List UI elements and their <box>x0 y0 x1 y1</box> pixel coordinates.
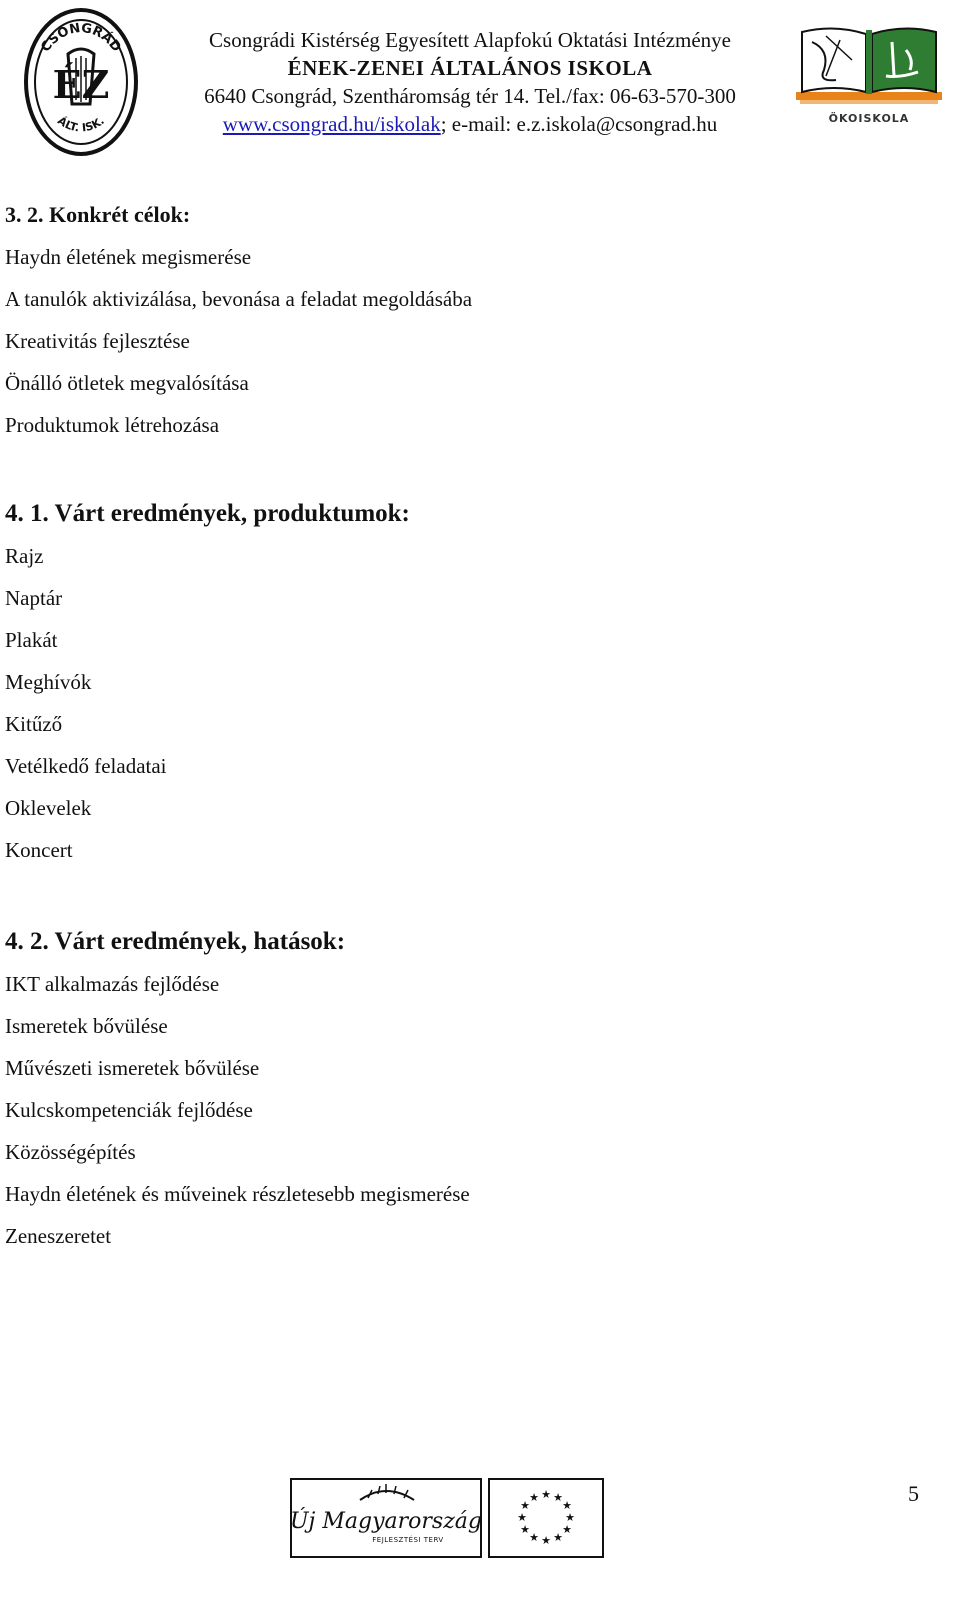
contact-line <box>150 110 790 138</box>
svg-text:★: ★ <box>520 1523 530 1536</box>
list-item: Kulcskompetenciák fejlődése <box>5 1098 253 1122</box>
umft-logo-subtext: FEJLESZTÉSI TERV <box>372 1536 444 1544</box>
section-expected-products <box>5 500 905 864</box>
institution-name: Csongrádi Kistérség Egyesített Alapfokú Oktatási Intézménye <box>209 28 731 52</box>
list-item: Kitűző <box>5 712 63 736</box>
svg-text:★: ★ <box>553 1531 563 1544</box>
section-expected-effects <box>5 928 905 1250</box>
eu-flag-icon <box>488 1478 604 1558</box>
list-item: Rajz <box>5 544 44 568</box>
eco-logo-caption: ÖKOISKOLA <box>828 112 910 125</box>
list-item: Plakát <box>5 628 58 652</box>
emblem-top-text: CSONGRÁD <box>38 21 124 56</box>
school-address: 6640 Csongrád, Szentháromság tér 14. Tel./fax: 06-63-570-300 <box>204 84 736 108</box>
list-item: Zeneszeretet <box>5 1224 112 1248</box>
svg-text:★: ★ <box>553 1491 563 1504</box>
list-item: Koncert <box>5 838 73 862</box>
svg-text:★: ★ <box>517 1511 527 1524</box>
svg-text:★: ★ <box>565 1511 575 1524</box>
svg-text:★: ★ <box>529 1531 539 1544</box>
svg-text:★: ★ <box>529 1491 539 1504</box>
list-item: Közösségépítés <box>5 1140 136 1164</box>
list-item: Meghívók <box>5 670 92 694</box>
school-emblem-icon <box>22 6 140 158</box>
list-item: A tanulók aktivizálása, bevonása a feladat megoldásába <box>5 287 473 311</box>
list-item: Vetélkedő feladatai <box>5 754 167 778</box>
list-item: Ismeretek bővülése <box>5 1014 168 1038</box>
section-title: 4. 2. Várt eredmények, hatások: <box>5 928 346 955</box>
list-item: Kreativitás fejlesztése <box>5 329 190 353</box>
svg-text:★: ★ <box>562 1523 572 1536</box>
list-item: Produktumok létrehozása <box>5 413 220 437</box>
email-address: e.z.iskola@csongrad.hu <box>516 112 718 136</box>
svg-text:★: ★ <box>562 1499 572 1512</box>
list-item: Haydn életének megismerése <box>5 245 252 269</box>
svg-text:★: ★ <box>541 1488 551 1501</box>
email-label: ; e-mail: <box>440 112 517 136</box>
section-concrete-goals <box>5 201 905 439</box>
letterhead-text <box>150 26 790 138</box>
section-title: 3. 2. Konkrét célok: <box>5 202 191 227</box>
list-item: Művészeti ismeretek bővülése <box>5 1056 260 1080</box>
emblem-bottom-text: ÁLT. ISK. <box>55 114 107 135</box>
website-link[interactable]: www.csongrad.hu/iskolak <box>222 112 441 136</box>
list-item: IKT alkalmazás fejlődése <box>5 972 220 996</box>
umft-logo-text: Új Magyarország <box>290 1509 482 1534</box>
school-name: ÉNEK-ZENEI ÁLTALÁNOS ISKOLA <box>287 56 653 80</box>
page-number: 5 <box>908 1481 919 1506</box>
uj-magyarorszag-logo-icon <box>290 1478 482 1558</box>
list-item: Önálló ötletek megvalósítása <box>5 371 249 395</box>
letterhead <box>0 0 960 170</box>
list-item: Oklevelek <box>5 796 92 820</box>
open-book-logo-icon <box>796 20 942 130</box>
list-item: Naptár <box>5 586 63 610</box>
section-title: 4. 1. Várt eredmények, produktumok: <box>5 500 410 527</box>
emblem-monogram: ÉZ <box>52 62 110 107</box>
svg-text:★: ★ <box>541 1534 551 1547</box>
svg-text:★: ★ <box>520 1499 530 1512</box>
list-item: Haydn életének és műveinek részletesebb megismerése <box>5 1182 470 1206</box>
